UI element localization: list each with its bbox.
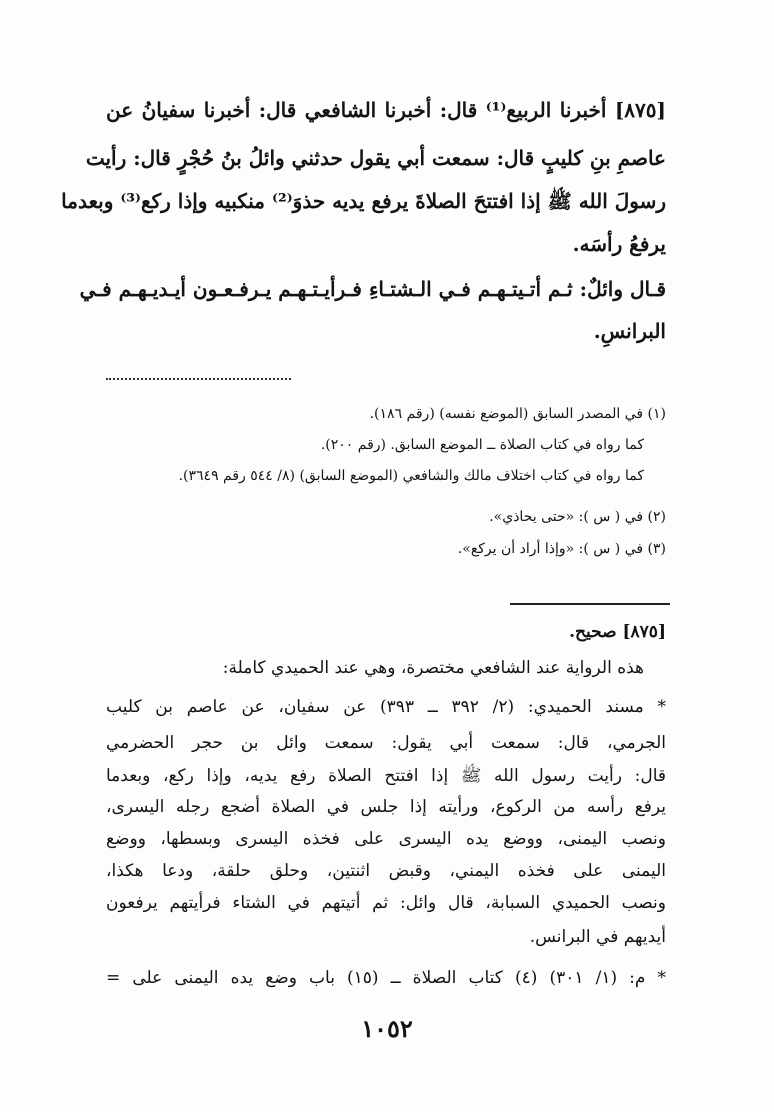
hadith-line-3: رسولَ الله ﷺ إذا افتتحَ الصلاةَ يرفع يديه حذوَ⁽²⁾ منكبيه وإذا ركع⁽³⁾ وبعدما: [61, 189, 666, 213]
commentary-line-2: الجرمي، قال: سمعت أبي يقول: سمعت وائل بن حجر الحضرمي: [106, 733, 666, 753]
commentary-line-5: ونصب اليمنى، ووضع يده اليسرى على فخذه اليسرى وبسطها، ووضع: [106, 829, 666, 849]
footnote-3: (٣) في ( س ): «وإذا أراد أن يركع».: [457, 541, 666, 557]
footnote-1-cont-a: كما رواه في كتاب الصلاة ــ الموضع السابق. (رقم ٢٠٠).: [320, 437, 644, 453]
hadith-line-2: عاصمِ بنِ كليبٍ قال: سمعت أبي يقول حدثني وائلُ بنُ حُجْرٍ قال: رأيت: [85, 146, 666, 170]
footnote-1: (١) في المصدر السابق (الموضع نفسه) (رقم ١٨٦).: [369, 406, 666, 422]
footnote-1-cont-b: كما رواه في كتاب اختلاف مالك والشافعي (الموضع السابق) (٨/ ٥٤٤ رقم ٣٦٤٩).: [178, 468, 644, 484]
commentary-line-6: اليمنى على فخذه اليمني، وقبض اثنتين، وحلق حلقة، ودعا هكذا،: [106, 861, 666, 881]
hadith-line-6: البرانسِ.: [593, 319, 666, 343]
commentary-separator: [510, 603, 670, 605]
commentary-line-9: * م: (١/ ٣٠١) (٤) كتاب الصلاة ــ (١٥) باب وضع يده اليمنى على =: [106, 968, 667, 988]
commentary-heading: [٨٧٥] صحيح.: [569, 622, 666, 642]
hadith-line-1: [٨٧٥] أخبرنا الربيع⁽¹⁾ قال: أخبرنا الشافعي قال: أخبرنا سفيانُ عن: [106, 98, 666, 122]
commentary-line-8: أيديهم في البرانس.: [529, 927, 666, 947]
footnote-separator: [106, 378, 291, 380]
commentary-line-4: يرفع رأسه من الركوع، ورأيته إذا جلس في الصلاة أضجع رجله اليسرى،: [106, 797, 666, 817]
footnote-2: (٢) في ( س ): «حتى يحاذي».: [489, 509, 666, 525]
page-number: ١٠٥٢: [361, 1014, 413, 1043]
commentary-line-1: * مسند الحميدي: (٢/ ٣٩٢ ــ ٣٩٣) عن سفيان، عن عاصم بن كليب: [106, 697, 666, 717]
hadith-line-4: يرفعُ رأسَه.: [572, 232, 666, 256]
commentary-line-3: قال: رأيت رسول الله ﷺ إذا افتتح الصلاة رفع يديه، وإذا ركع، وبعدما: [106, 766, 666, 786]
commentary-line-7: ونصب الحميدي السبابة، قال وائل: ثم أتيتهم في الشتاء فرأيتهم يرفعون: [106, 893, 666, 913]
hadith-line-5: قـال وائلٌ: ثـم أتـيتـهـم فـي الـشتـاءِ فـرأيـتـهـم يـرفـعـون أيـديـهـم فـي: [79, 277, 666, 301]
commentary-intro: هذه الرواية عند الشافعي مختصرة، وهي عند الحميدي كاملة:: [222, 658, 644, 678]
